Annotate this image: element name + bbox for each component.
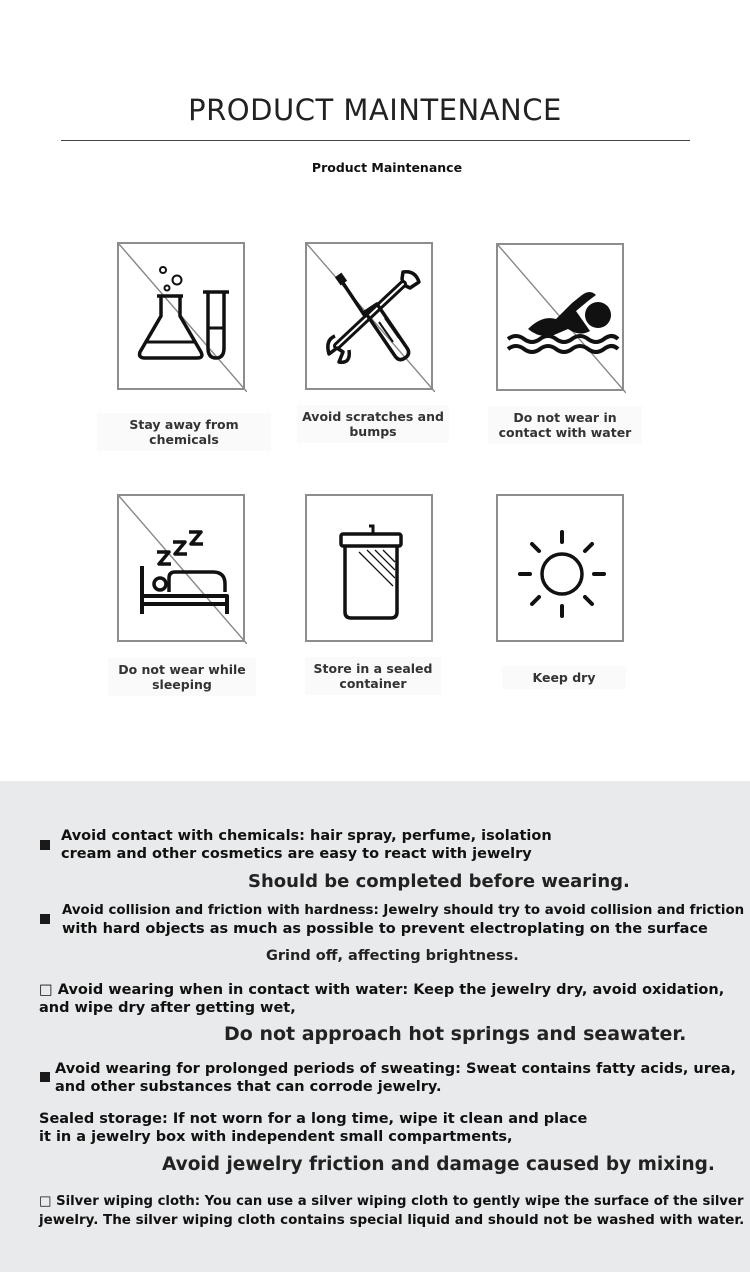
bullet-square bbox=[40, 1072, 50, 1082]
tip-water-note: Do not approach hot springs and seawater. bbox=[224, 1023, 687, 1045]
caption-chemicals: Stay away from chemicals bbox=[97, 413, 271, 451]
tip-collision-line1: Avoid collision and friction with hardness: Jewelry should try to avoid collision and friction bbox=[62, 903, 745, 918]
caption-container: Store in a sealed container bbox=[305, 657, 441, 695]
bullet-square bbox=[40, 914, 50, 924]
bullet-square bbox=[40, 840, 50, 850]
card-chemicals bbox=[117, 242, 245, 390]
caption-sleep: Do not wear while sleeping bbox=[108, 658, 256, 696]
tip-storage-line1: Sealed storage: If not worn for a long time, wipe it clean and place bbox=[39, 1111, 588, 1127]
tip-storage-note: Avoid jewelry friction and damage caused by mixing. bbox=[162, 1154, 715, 1175]
tip-chemicals-line1: Avoid contact with chemicals: hair spray, perfume, isolation bbox=[61, 828, 552, 844]
tip-collision-note: Grind off, affecting brightness. bbox=[266, 948, 519, 964]
tip-sweat-line2: and other substances that can corrode jewelry. bbox=[55, 1079, 442, 1095]
tip-cloth-line1: □ Silver wiping cloth: You can use a silver wiping cloth to gently wipe the surface of the silver bbox=[39, 1194, 744, 1209]
page-subtitle: Product Maintenance bbox=[311, 160, 463, 175]
tip-cloth-line2: jewelry. The silver wiping cloth contains special liquid and should not be washed with water. bbox=[39, 1212, 745, 1228]
caption-water: Do not wear in contact with water bbox=[488, 406, 642, 444]
sealed-container-icon bbox=[307, 496, 435, 644]
card-tools bbox=[305, 242, 433, 390]
sun-icon bbox=[498, 496, 626, 644]
caption-keep-dry: Keep dry bbox=[502, 666, 626, 689]
title-divider bbox=[61, 140, 690, 141]
tip-water-line1: □ Avoid wearing when in contact with water: Keep the jewelry dry, avoid oxidation, bbox=[39, 982, 725, 998]
tip-storage-line2: it in a jewelry box with independent small compartments, bbox=[39, 1129, 513, 1145]
card-keep-dry bbox=[496, 494, 624, 642]
swimmer-icon bbox=[498, 245, 626, 393]
card-sleep bbox=[117, 494, 245, 642]
tip-chemicals-note: Should be completed before wearing. bbox=[248, 871, 630, 892]
card-water bbox=[496, 243, 624, 391]
caption-tools: Avoid scratches and bumps bbox=[297, 405, 449, 443]
tip-chemicals-line2: cream and other cosmetics are easy to react with jewelry bbox=[61, 846, 532, 862]
page-title: PRODUCT MAINTENANCE bbox=[188, 93, 562, 127]
tip-sweat-line1: Avoid wearing for prolonged periods of sweating: Sweat contains fatty acids, urea, bbox=[55, 1061, 737, 1077]
chemicals-icon bbox=[119, 244, 247, 392]
tools-icon bbox=[307, 244, 435, 392]
bed-sleep-icon bbox=[119, 496, 247, 644]
tip-collision-line2: with hard objects as much as possible to prevent electroplating on the surface bbox=[62, 921, 708, 937]
card-container bbox=[305, 494, 433, 642]
tip-water-line2: and wipe dry after getting wet, bbox=[39, 1000, 296, 1016]
